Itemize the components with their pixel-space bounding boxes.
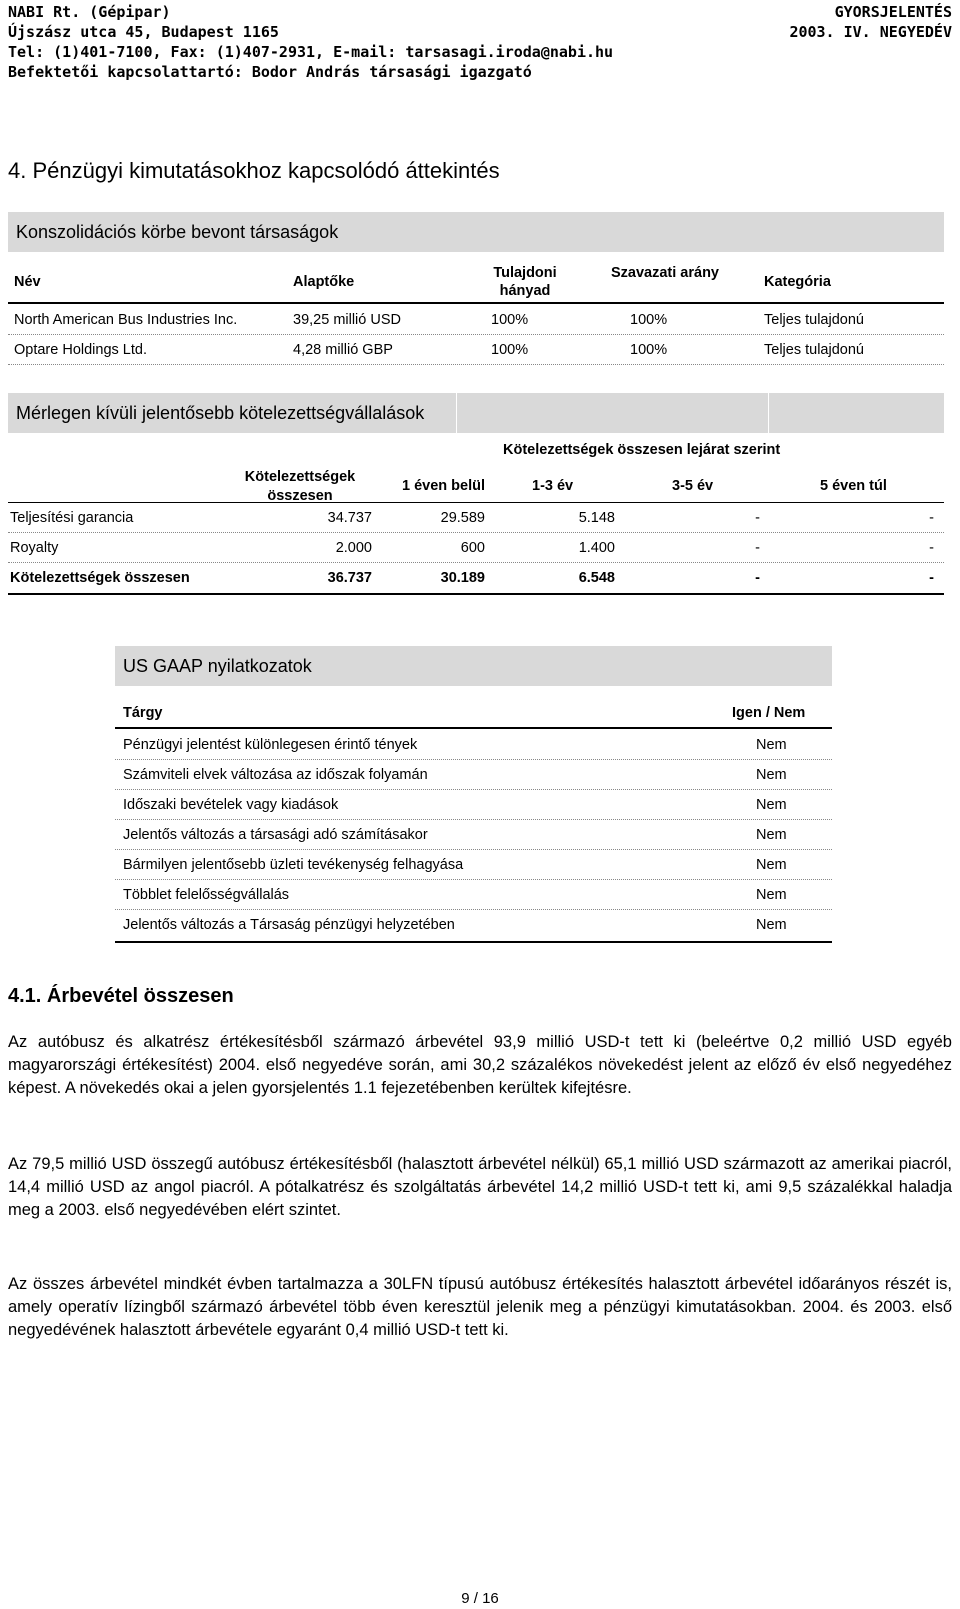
col-header-over-5y: 5 éven túl [820, 478, 887, 494]
paragraph-1: Az autóbusz és alkatrész értékesítésből származó árbevétel 93,9 millió USD-t tett ki (beleértve 0,2 millió USD egyéb magyarországi értékesítést) 2004. első negyedéve során, ami 30,2 százalékos növekedést jelent az előző év első negyedéhez képest. A növekedés okai a jelen gyorsjelentés 1.1 fejezetébenben kerültek kifejtésre. [8, 1033, 952, 1097]
header-rule [8, 302, 944, 304]
gaap-answer: Nem [756, 917, 787, 933]
voting-cell: 100% [630, 342, 668, 358]
company-contact: Tel: (1)401-7100, Fax: (1)407-2931, E-mail: tarsasagi.iroda@nabi.hu [8, 43, 614, 61]
col-header-name: Név [14, 274, 41, 290]
gaap-answer: Nem [756, 857, 787, 873]
header-rule [8, 502, 944, 503]
y3-5-cell: - [755, 510, 760, 526]
col-header-within-1y: 1 éven belül [401, 478, 485, 494]
row-label: Royalty [10, 540, 59, 556]
category-cell: Teljes tulajdonú [764, 312, 864, 328]
subsection-title: 4.1. Árbevétel összesen [8, 985, 234, 1007]
gaap-answer: Nem [756, 797, 787, 813]
row-divider [115, 849, 832, 850]
company-name: NABI Rt. (Gépipar) [8, 3, 171, 21]
row-divider [115, 879, 832, 880]
voting-cell: 100% [630, 312, 668, 328]
gaap-subject: Időszaki bevételek vagy kiadások [123, 797, 339, 813]
row-label: Kötelezettségek összesen [10, 570, 190, 586]
col-header-total: Kötelezettségek összesen [244, 469, 356, 504]
gaap-subject: Jelentős változás a társasági adó számításakor [123, 827, 428, 843]
investor-relations: Befektetői kapcsolattartó: Bodor András társasági igazgató [8, 63, 532, 81]
row-divider [115, 909, 832, 910]
row-divider [8, 532, 944, 533]
gaap-subject: Pénzügyi jelentést különlegesen érintő tények [123, 737, 418, 753]
band-divider [456, 393, 457, 433]
gaap-subject: Bármilyen jelentősebb üzleti tevékenység felhagyása [123, 857, 464, 873]
company-address: Újszász utca 45, Budapest 1165 [8, 23, 279, 41]
band-divider [768, 393, 769, 433]
over-5y-cell: - [929, 570, 934, 586]
consolidation-title: Konszolidációs körbe bevont társaságok [8, 212, 944, 252]
maturity-group-header: Kötelezettségek összesen lejárat szerint [503, 442, 781, 458]
row-divider [8, 562, 944, 563]
gaap-answer: Nem [756, 827, 787, 843]
row-divider [115, 789, 832, 790]
table-bottom-rule [8, 593, 944, 595]
col-header-category: Kategória [764, 274, 831, 290]
ownership-cell: 100% [491, 312, 529, 328]
category-cell: Teljes tulajdonú [764, 342, 864, 358]
section-title: 4. Pénzügyi kimutatásokhoz kapcsolódó áttekintés [8, 158, 500, 183]
within-1y-cell: 29.589 [440, 510, 485, 526]
capital-cell: 4,28 millió GBP [293, 342, 393, 358]
y3-5-cell: - [755, 540, 760, 556]
ownership-cell: 100% [491, 342, 529, 358]
col-header-ownership: Tulajdoni hányad [493, 265, 557, 299]
y1-3-cell: 1.400 [578, 540, 615, 556]
row-divider [8, 364, 944, 365]
within-1y-cell: 30.189 [440, 570, 485, 586]
paragraph-3: Az összes árbevétel mindkét évben tartalmazza a 30LFN típusú autóbusz értékesítés halasztott árbevétel időarányos részét is, amely operatív lízingből származó árbevétel több éven keresztül jelenik meg a pénzügyi kimutatásokban. 2004. és 2003. első negyedévének halasztott árbevétele egyaránt 0,4 millió USD-t tett ki. [8, 1275, 952, 1339]
row-divider [115, 759, 832, 760]
row-label: Teljesítési garancia [10, 510, 134, 526]
paragraph-2: Az 79,5 millió USD összegű autóbusz értékesítésből (halasztott árbevétel nélkül) 65,1 millió USD származott az amerikai piacról, 14,4 millió USD az angol piacról. A pótalkatrész és szolgáltatás árbevétel 14,2 millió USD-t tett ki, ami 9,5 százalékkal haladja meg a 2003. első negyedévében elért szintet. [8, 1155, 952, 1219]
col-header-voting: Szavazati arány [610, 265, 719, 281]
company-name-cell: North American Bus Industries Inc. [14, 312, 238, 328]
capital-cell: 39,25 millió USD [293, 312, 401, 328]
gaap-answer: Nem [756, 767, 787, 783]
gaap-answer: Nem [756, 737, 787, 753]
col-header-subject: Tárgy [123, 705, 163, 721]
y1-3-cell: 5.148 [578, 510, 615, 526]
gaap-subject: Számviteli elvek változása az időszak folyamán [123, 767, 428, 783]
within-1y-cell: 600 [460, 540, 485, 556]
page-number: 9 / 16 [461, 1590, 499, 1607]
row-divider [8, 334, 944, 335]
col-header-3-5y: 3-5 év [672, 478, 714, 494]
gaap-answer: Nem [756, 887, 787, 903]
y3-5-cell: - [755, 570, 760, 586]
row-divider [115, 819, 832, 820]
gaap-subject: Többlet felelősségvállalás [123, 887, 290, 903]
col-header-capital: Alaptőke [293, 274, 355, 290]
company-name-cell: Optare Holdings Ltd. [14, 342, 147, 358]
total-cell: 34.737 [327, 510, 372, 526]
total-cell: 36.737 [327, 570, 372, 586]
gaap-title: US GAAP nyilatkozatok [115, 646, 832, 686]
over-5y-cell: - [929, 510, 934, 526]
header-rule [115, 727, 832, 729]
obligations-title: Mérlegen kívüli jelentősebb kötelezettségvállalások [8, 393, 944, 433]
report-type: GYORSJELENTÉS [834, 3, 952, 21]
report-period: 2003. IV. NEGYEDÉV [789, 23, 952, 41]
gaap-subject: Jelentős változás a Társaság pénzügyi helyzetében [123, 917, 455, 933]
over-5y-cell: - [929, 540, 934, 556]
col-header-1-3y: 1-3 év [532, 478, 574, 494]
col-header-answer: Igen / Nem [732, 705, 806, 721]
total-cell: 2.000 [335, 540, 372, 556]
y1-3-cell: 6.548 [578, 570, 615, 586]
table-bottom-rule [115, 941, 832, 943]
